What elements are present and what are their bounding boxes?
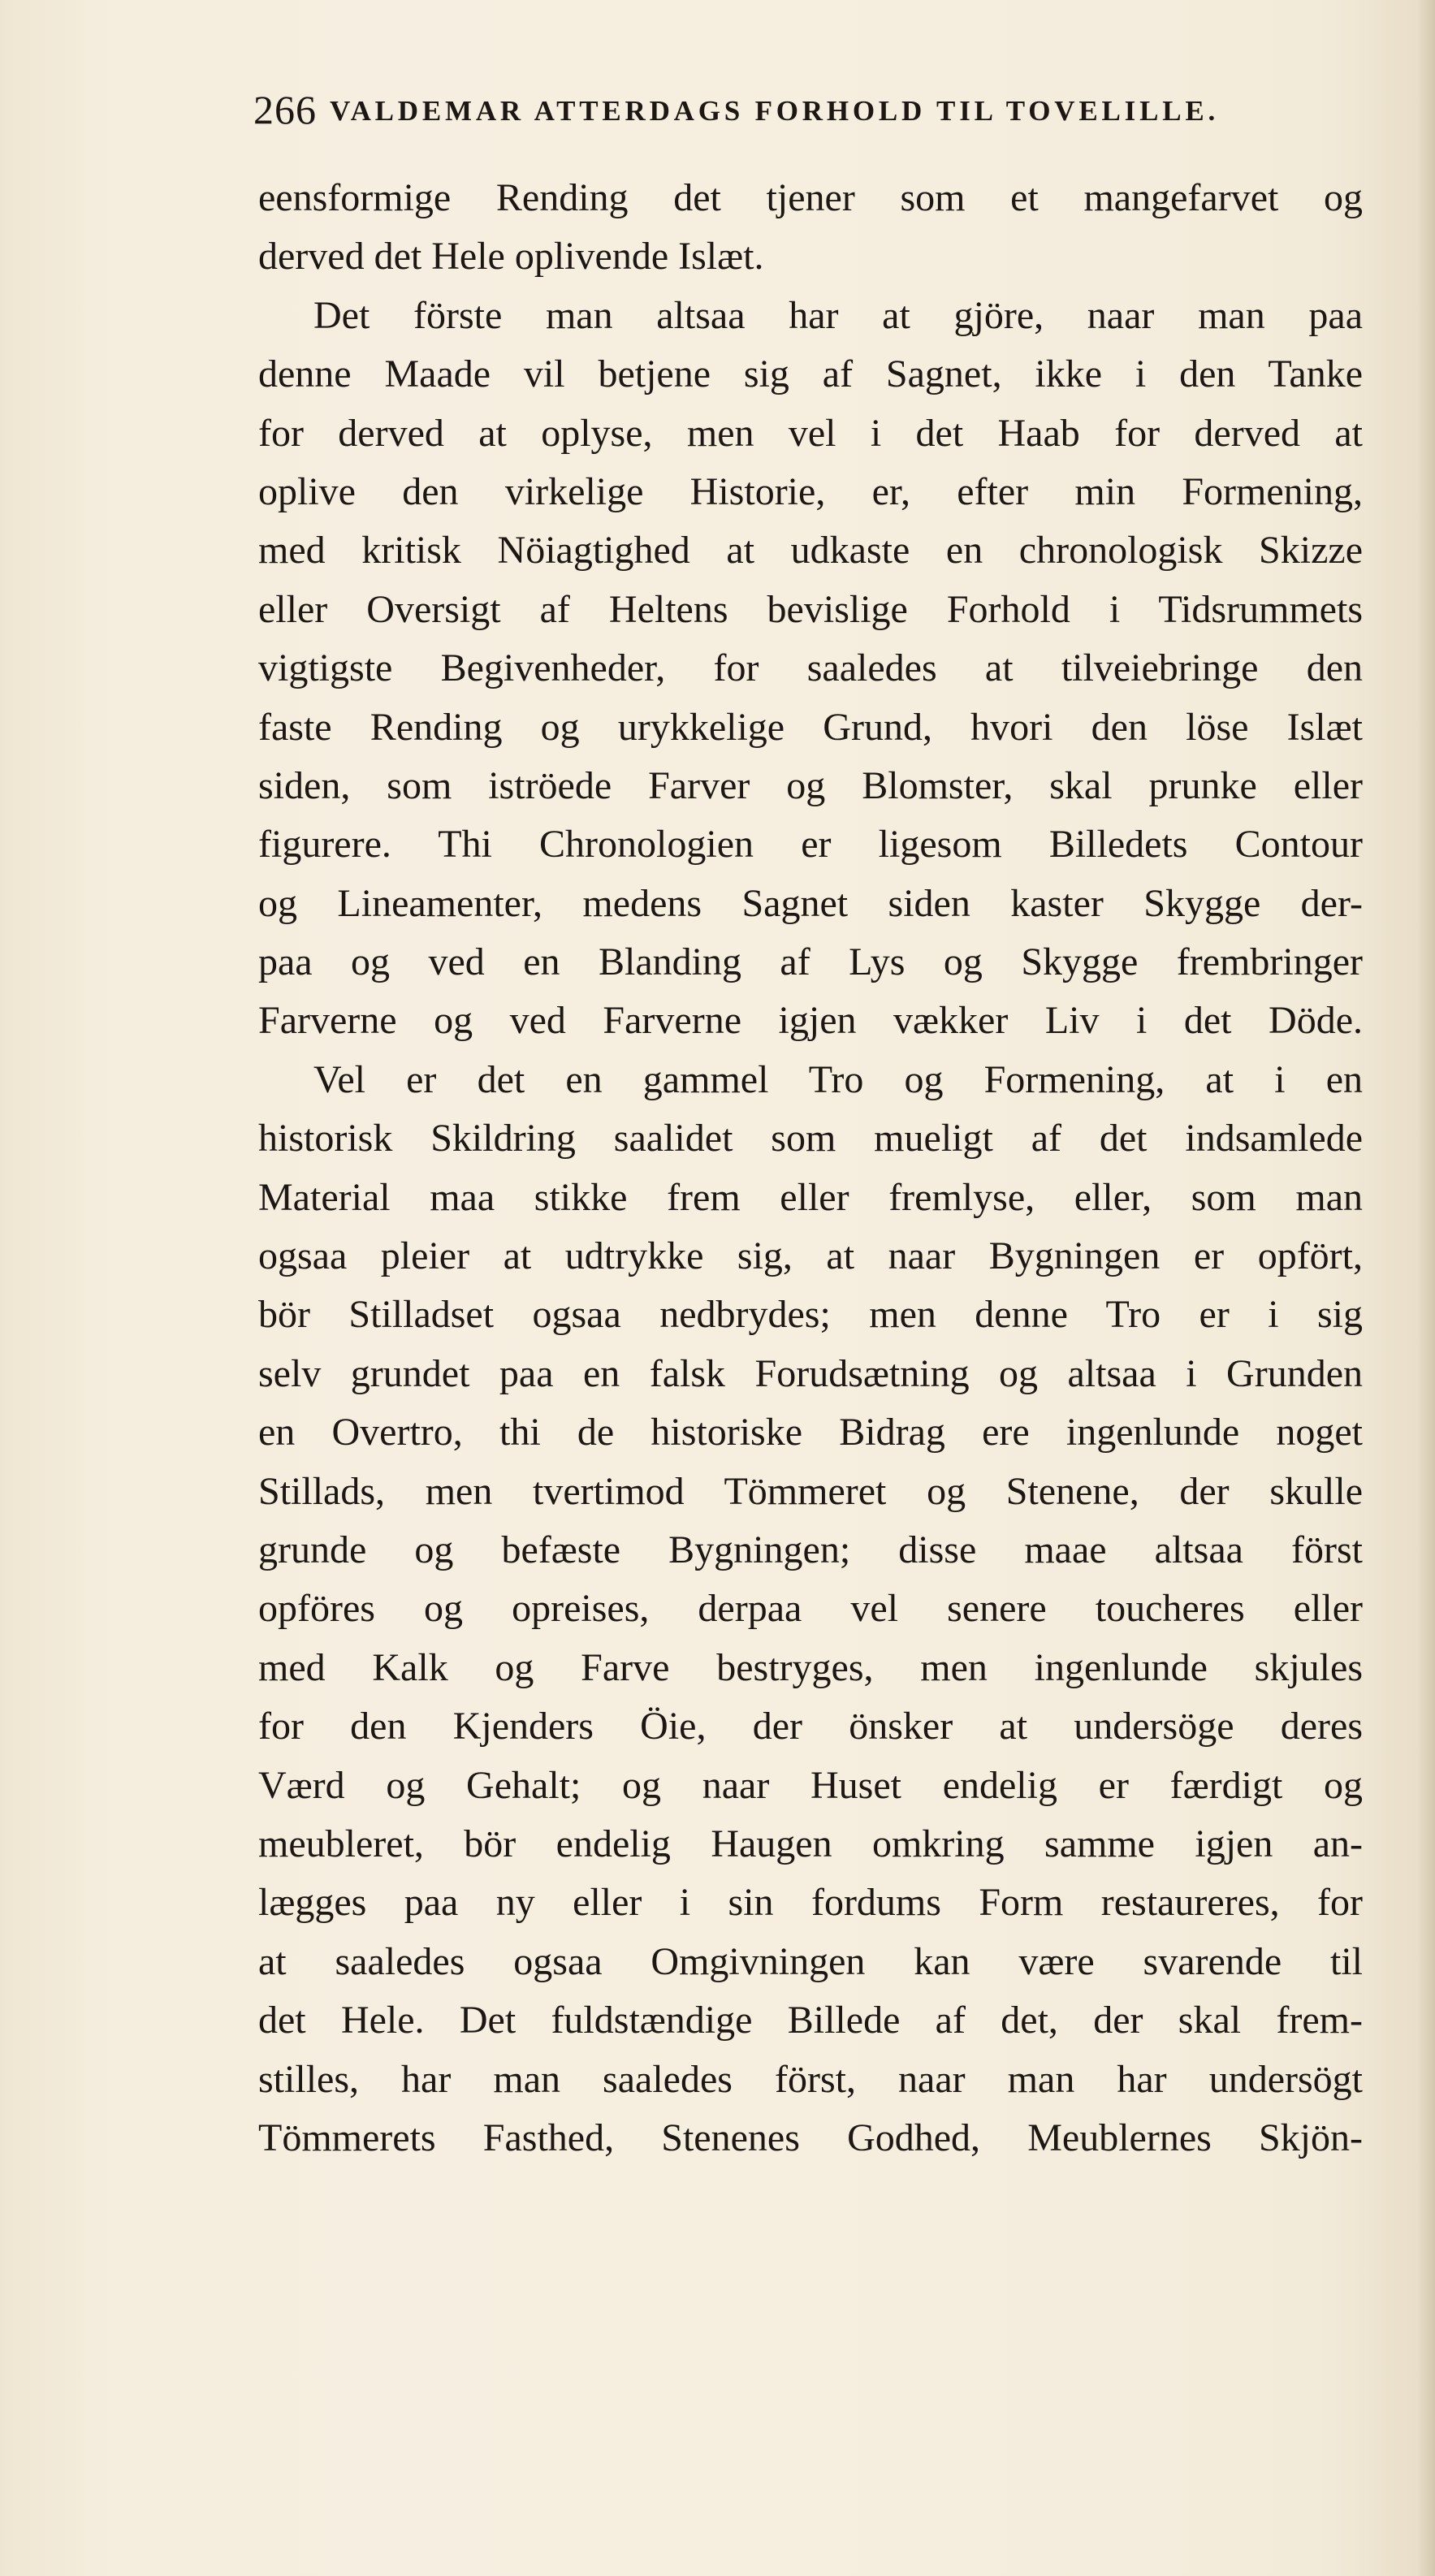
text-line: bör Stilladset ogsaa nedbrydes; men denne Tro er i sig — [258, 1293, 1363, 1337]
text-line: for den Kjenders Öie, der önsker at undersöge deres — [258, 1705, 1363, 1748]
body-text — [258, 169, 1363, 2168]
text-line: Vel er det en gammel Tro og Formening, at i en — [313, 1057, 1363, 1101]
text-line: selv grundet paa en falsk Forudsætning og altsaa i Grunden — [258, 1351, 1363, 1395]
text-line: derved det Hele oplivende Islæt. — [258, 235, 764, 279]
text-line: Værd og Gehalt; og naar Huset endelig er færdigt og — [258, 1763, 1363, 1807]
page-edge-shadow — [1417, 0, 1435, 2576]
text-line: med kritisk Nöiagtighed at udkaste en chronologisk Skizze — [258, 529, 1363, 573]
text-line: faste Rending og urykkelige Grund, hvori den löse Islæt — [258, 705, 1363, 749]
text-line: lægges paa ny eller i sin fordums Form restaureres, for — [258, 1881, 1363, 1925]
text-line: ogsaa pleier at udtrykke sig, at naar Bygningen er opfört, — [258, 1234, 1363, 1278]
text-line: Tömmerets Fasthed, Stenenes Godhed, Meublernes Skjön- — [258, 2116, 1363, 2159]
text-line: Stillads, men tvertimod Tömmeret og Stenene, der skulle — [258, 1469, 1363, 1513]
text-line: historisk Skildring saalidet som mueligt af det indsamlede — [258, 1117, 1363, 1160]
text-line: grunde og befæste Bygningen; disse maae altsaa först — [258, 1528, 1363, 1571]
text-line: paa og ved en Blanding af Lys og Skygge frembringer — [258, 940, 1363, 984]
text-line: en Overtro, thi de historiske Bidrag ere ingenlunde noget — [258, 1411, 1363, 1454]
text-line: og Lineamenter, medens Sagnet siden kaster Skygge der- — [258, 881, 1363, 925]
text-line: denne Maade vil betjene sig af Sagnet, ikke i den Tanke — [258, 352, 1363, 396]
text-line: det Hele. Det fuldstændige Billede af det, der skal frem- — [258, 1999, 1363, 2042]
text-line: figurere. Thi Chronologien er ligesom Billedets Contour — [258, 823, 1363, 867]
text-line: Material maa stikke frem eller fremlyse, eller, som man — [258, 1175, 1363, 1219]
text-line: for derved at oplyse, men vel i det Haab for derved at — [258, 411, 1363, 455]
text-line: Det förste man altsaa har at gjöre, naar man paa — [313, 293, 1363, 337]
text-line: meubleret, bör endelig Haugen omkring samme igjen an- — [258, 1822, 1363, 1865]
text-line: med Kalk og Farve bestryges, men ingenlunde skjules — [258, 1645, 1363, 1689]
text-line: eller Oversigt af Heltens bevislige Forhold i Tidsrummets — [258, 587, 1363, 631]
text-line: vigtigste Begivenheder, for saaledes at tilveiebringe den — [258, 646, 1363, 690]
text-line: at saaledes ogsaa Omgivningen kan være svarende til — [258, 1939, 1363, 1983]
text-line: eensformige Rending det tjener som et mangefarvet og — [258, 176, 1363, 219]
text-line: siden, som iströede Farver og Blomster, skal prunke eller — [258, 763, 1363, 807]
page-number: 266 — [253, 87, 317, 132]
text-line: opföres og opreises, derpaa vel senere toucheres eller — [258, 1587, 1363, 1631]
text-line: oplive den virkelige Historie, er, efter min Formening, — [258, 469, 1363, 513]
text-line: Farverne og ved Farverne igjen vækker Liv i det Döde. — [258, 999, 1363, 1043]
running-header — [253, 81, 1374, 138]
running-title: VALDEMAR ATTERDAGS FORHOLD TIL TOVELILLE. — [330, 95, 1220, 127]
text-line: stilles, har man saaledes först, naar man har undersögt — [258, 2057, 1363, 2101]
